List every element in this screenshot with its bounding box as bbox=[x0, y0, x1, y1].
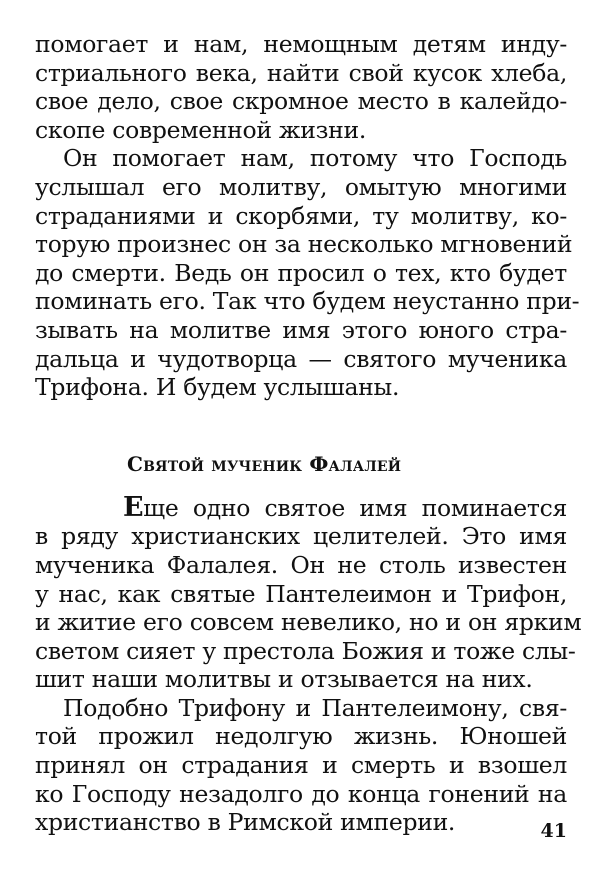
text-line: у нас, как святые Пантелеимон и Трифон, bbox=[35, 579, 567, 608]
paragraph bbox=[35, 491, 582, 694]
text-line: помогает и нам, немощным детям инду- bbox=[35, 30, 567, 58]
drop-cap: Е bbox=[123, 491, 144, 523]
section-spacer bbox=[35, 402, 567, 434]
text-line: в ряду христианских целителей. Это имя bbox=[35, 522, 567, 551]
first-line-text: ще одно святое имя поминается bbox=[143, 493, 567, 522]
page-number: 41 bbox=[540, 820, 567, 842]
text-line: мученика Фалалея. Он не столь известен bbox=[35, 550, 567, 579]
text-line-first bbox=[35, 491, 567, 523]
text-line: шит наши молитвы и отзывается на них. bbox=[35, 665, 533, 694]
text-line: и житие его совсем невелико, но и он ярким bbox=[35, 608, 582, 637]
text-line: стриального века, найти свой кусок хлеба, bbox=[35, 58, 567, 87]
text-line: светом сияет у престола Божия и тоже слы- bbox=[35, 636, 576, 665]
text-line: Трифона. И будем услышаны. bbox=[35, 373, 400, 402]
text-line: дальца и чудотворца — святого мученика bbox=[35, 344, 567, 373]
text-line: ко Господу незадолго до конца гонений на bbox=[35, 779, 567, 808]
text-line: скопе современной жизни. bbox=[35, 115, 367, 144]
section-heading: Святой мученик Фалалей bbox=[127, 451, 402, 476]
text-line: Он помогает нам, потому что Господь bbox=[63, 144, 567, 173]
text-line: свое дело, свое скромное место в калейдо- bbox=[35, 87, 567, 116]
book-page bbox=[35, 30, 582, 837]
text-line: поминать его. Так что будем неустанно при- bbox=[35, 287, 580, 316]
text-line: принял он страдания и смерть и взошел bbox=[35, 751, 567, 780]
paragraph-continued bbox=[35, 30, 567, 144]
text-line: той прожил недолгую жизнь. Юношей bbox=[35, 722, 567, 751]
text-line: торую произнес он за несколько мгновений bbox=[35, 230, 573, 259]
text-line: Подобно Трифону и Пантелеимону, свя- bbox=[63, 693, 567, 722]
text-line: услышал его молитву, омытую многими bbox=[35, 172, 567, 201]
paragraph bbox=[35, 144, 580, 402]
text-line: страданиями и скорбями, ту молитву, ко- bbox=[35, 201, 567, 230]
text-line: зывать на молитве имя этого юного стра- bbox=[35, 315, 567, 344]
text-line: до смерти. Ведь он просил о тех, кто будет bbox=[35, 258, 567, 287]
text-line: христианство в Римской империи. bbox=[35, 808, 456, 837]
paragraph bbox=[35, 694, 567, 837]
